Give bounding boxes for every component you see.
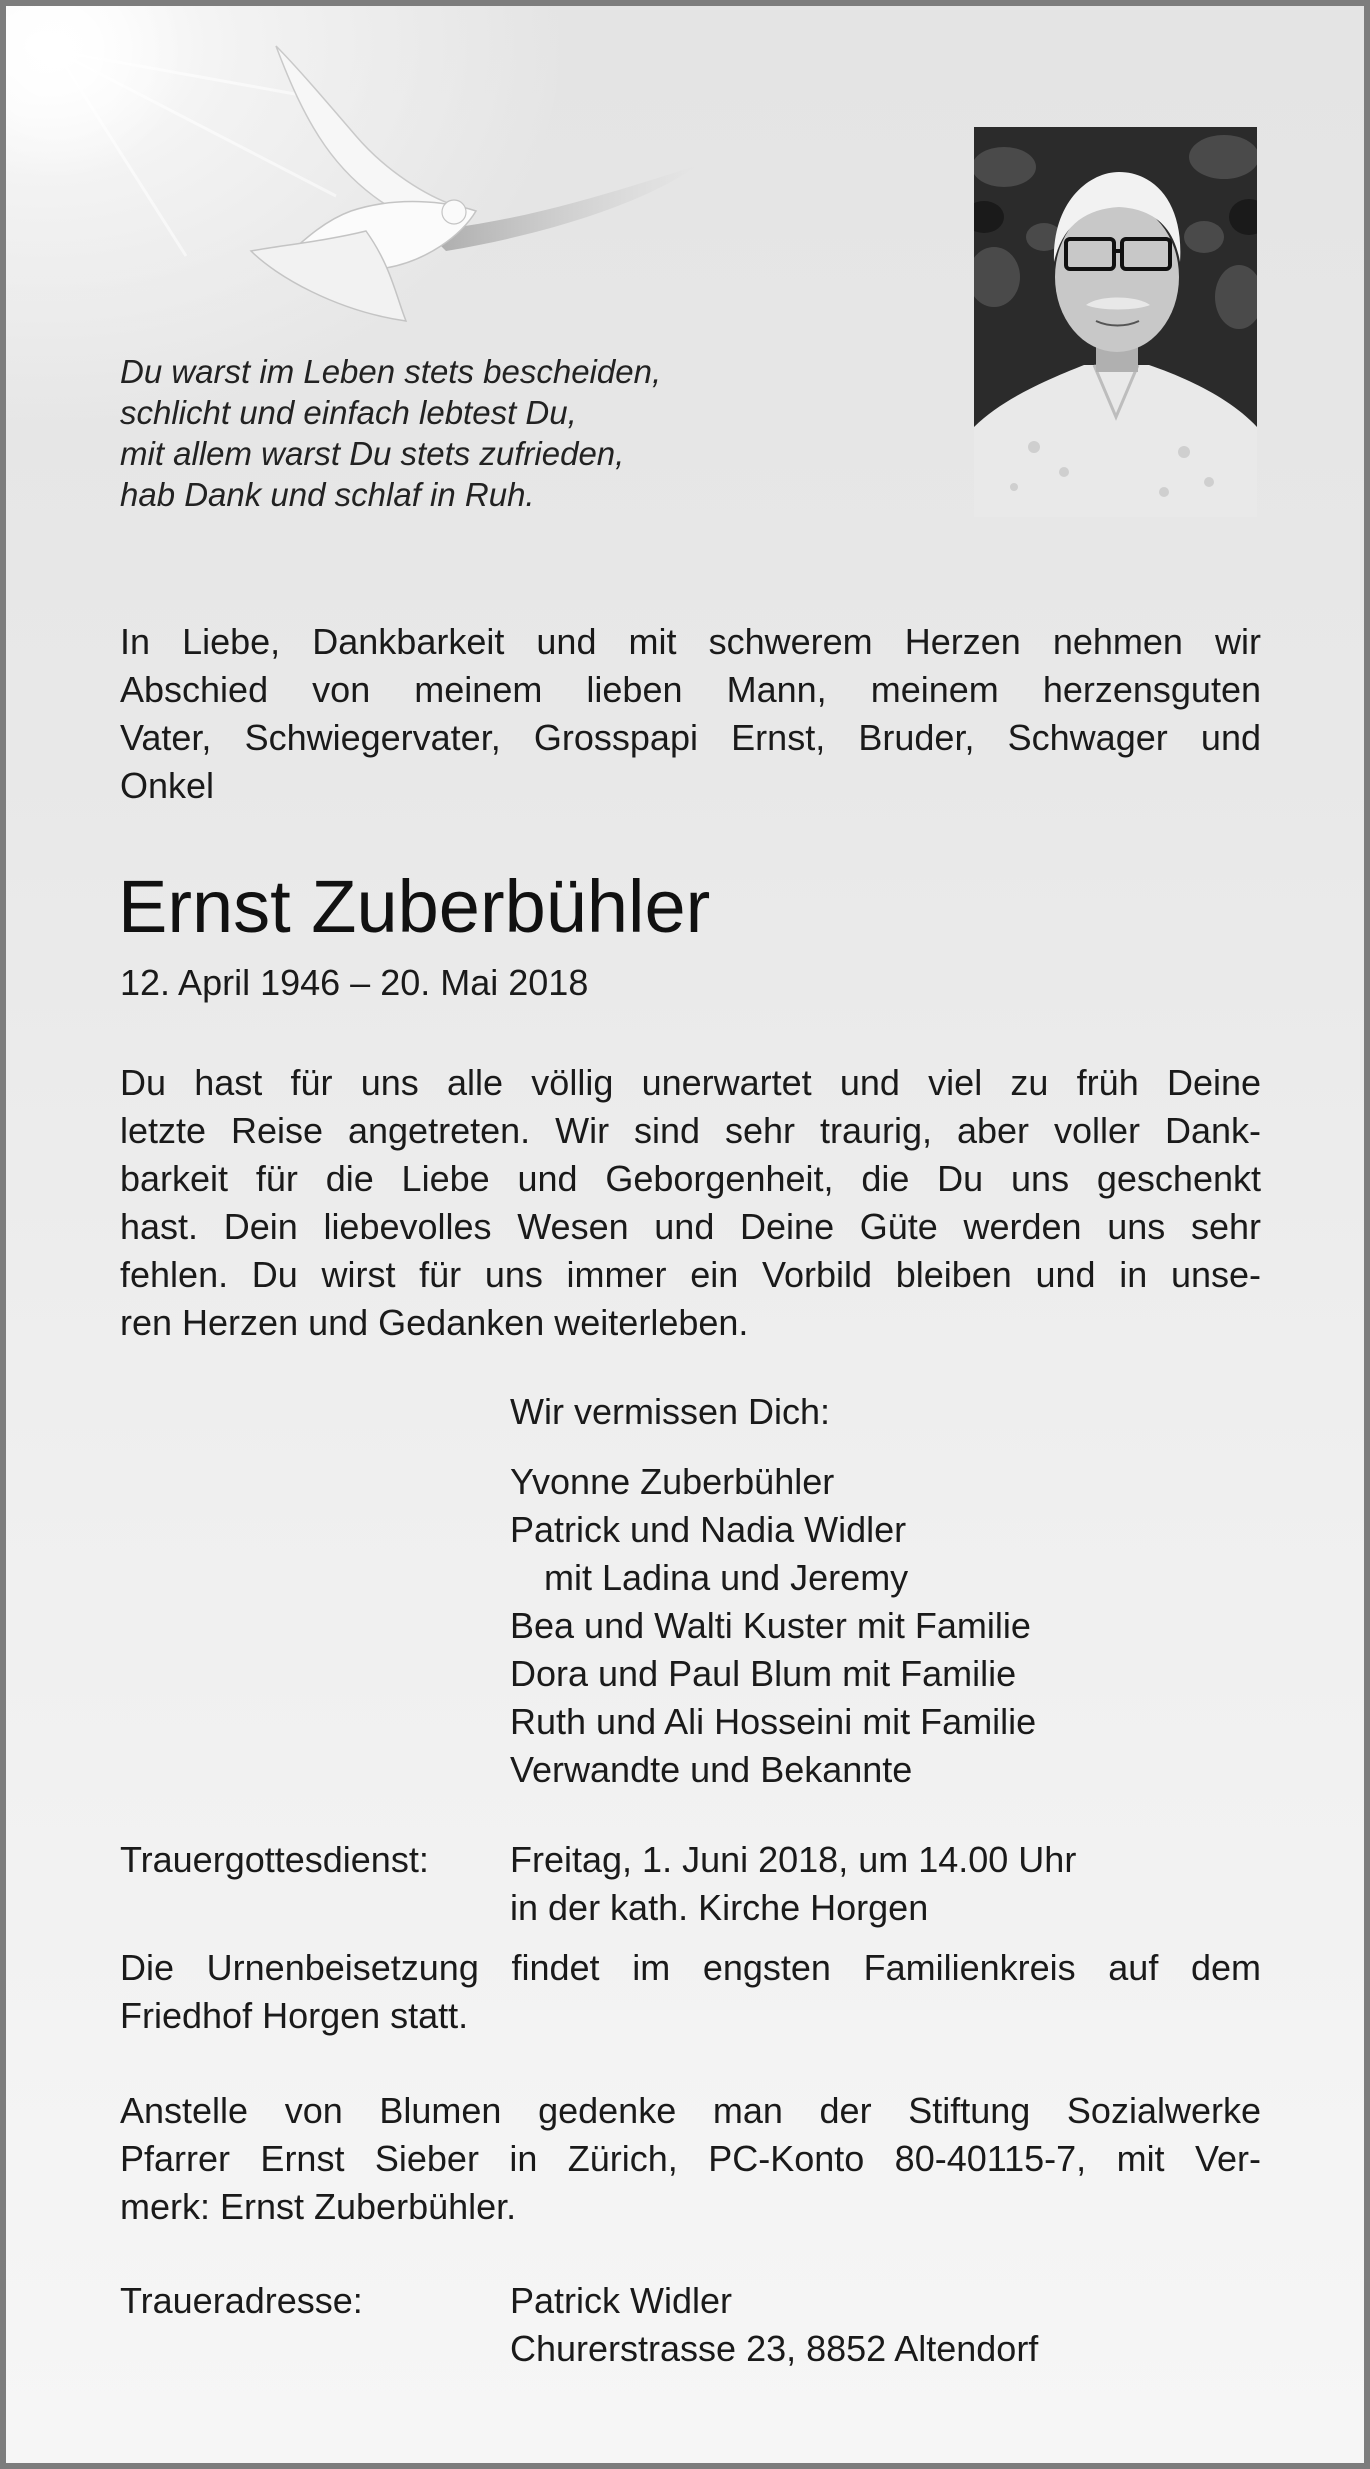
intro-line: In Liebe, Dankbarkeit und mit schwerem Herzen nehmen wir <box>120 621 1261 662</box>
intro-paragraph <box>120 618 1261 810</box>
service-line: in der kath. Kirche Horgen <box>510 1887 929 1928</box>
mourner-name: Patrick und Nadia Widler <box>510 1509 907 1550</box>
life-dates: 12. April 1946 – 20. Mai 2018 <box>120 962 589 1003</box>
donation-paragraph <box>120 2087 1261 2231</box>
body-line: Du hast für uns alle völlig unerwartet und viel zu früh Deine <box>120 1062 1261 1103</box>
burial-line: Friedhof Horgen statt. <box>120 1995 469 2036</box>
poem-line: mit allem warst Du stets zufrieden, <box>120 435 625 472</box>
dove-icon <box>6 6 766 366</box>
body-line: hast. Dein liebevolles Wesen und Deine Güte werden uns sehr <box>120 1206 1261 1247</box>
address-label: Traueradresse: <box>120 2280 363 2321</box>
intro-line: Onkel <box>120 765 215 806</box>
donation-line: Anstelle von Blumen gedenke man der Stiftung Sozialwerke <box>120 2090 1261 2131</box>
donation-line: Pfarrer Ernst Sieber in Zürich, PC-Konto 80-40115-7, mit Ver- <box>120 2138 1261 2179</box>
address-details <box>510 2277 1038 2373</box>
donation-line: merk: Ernst Zuberbühler. <box>120 2186 517 2227</box>
poem-line: schlicht und einfach lebtest Du, <box>120 394 577 431</box>
intro-line: Vater, Schwiegervater, Grosspapi Ernst, Bruder, Schwager und <box>120 717 1261 758</box>
portrait-photo <box>974 127 1257 517</box>
body-line: ren Herzen und Gedanken weiterleben. <box>120 1302 749 1343</box>
mourners-heading: Wir vermissen Dich: <box>510 1391 831 1432</box>
mourner-name: Ruth und Ali Hosseini mit Familie <box>510 1701 1037 1742</box>
service-label: Trauergottesdienst: <box>120 1839 429 1880</box>
address-line: Churerstrasse 23, 8852 Altendorf <box>510 2328 1039 2369</box>
deceased-name: Ernst Zuberbühler <box>118 865 711 948</box>
burial-line: Die Urnenbeisetzung findet im engsten Familienkreis auf dem <box>120 1947 1261 1988</box>
poem-line: Du warst im Leben stets bescheiden, <box>120 353 662 390</box>
mourner-name: mit Ladina und Jeremy <box>544 1557 909 1598</box>
body-line: barkeit für die Liebe und Geborgenheit, die Du uns geschenkt <box>120 1158 1261 1199</box>
poem <box>120 351 661 515</box>
service-details <box>510 1836 1076 1932</box>
service-line: Freitag, 1. Juni 2018, um 14.00 Uhr <box>510 1839 1077 1880</box>
mourner-name: Bea und Walti Kuster mit Familie <box>510 1605 1031 1646</box>
mourner-name: Verwandte und Bekannte <box>510 1749 913 1790</box>
intro-line: Abschied von meinem lieben Mann, meinem herzensguten <box>120 669 1261 710</box>
body-line: letzte Reise angetreten. Wir sind sehr traurig, aber voller Dank- <box>120 1110 1261 1151</box>
poem-line: hab Dank und schlaf in Ruh. <box>120 476 535 513</box>
mourner-name: Yvonne Zuberbühler <box>510 1461 835 1502</box>
main-paragraph <box>120 1059 1261 1347</box>
portrait-icon <box>974 127 1257 517</box>
mourner-name: Dora und Paul Blum mit Familie <box>510 1653 1017 1694</box>
address-line: Patrick Widler <box>510 2280 733 2321</box>
mourners-list <box>510 1388 1036 1794</box>
body-line: fehlen. Du wirst für uns immer ein Vorbild bleiben und in unse- <box>120 1254 1261 1295</box>
burial-paragraph <box>120 1944 1261 2040</box>
